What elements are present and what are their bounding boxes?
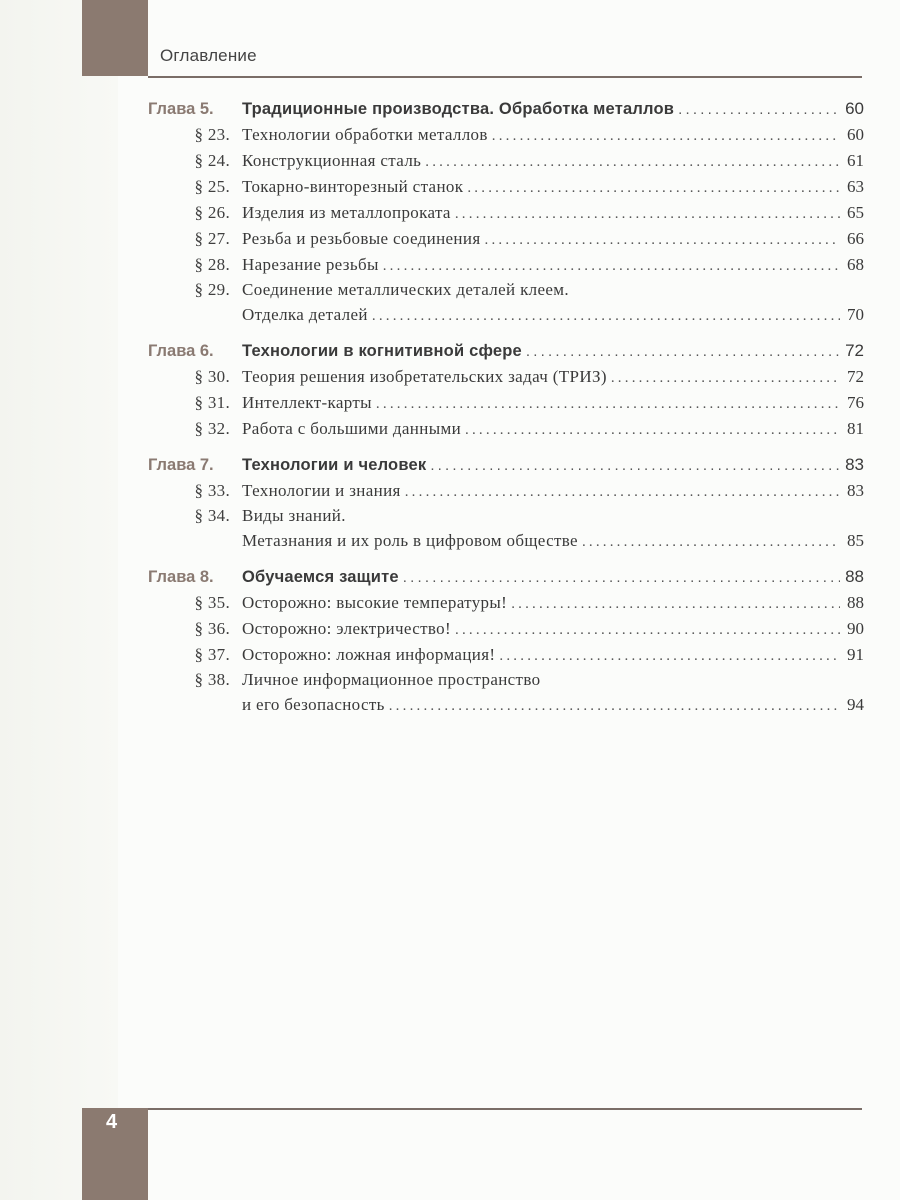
entry-title: Резьба и резьбовые соединения (242, 229, 481, 248)
entry-title: Технологии обработки металлов (242, 125, 488, 144)
toc-section (148, 692, 864, 718)
chapter-label: Глава 8. (148, 568, 214, 586)
toc-section (148, 252, 864, 278)
leader-dots (467, 175, 840, 201)
toc-section (148, 478, 864, 504)
leader-dots (485, 227, 841, 253)
page-ref: 68 (847, 255, 864, 274)
entry-title-line1: Личное информационное пространство (242, 670, 541, 689)
section-number: § 25. (194, 177, 230, 196)
entry-title: Осторожно: ложная информация! (242, 645, 496, 664)
page-ref: 66 (847, 229, 864, 248)
page-ref: 90 (847, 619, 864, 638)
entry-title: Теория решения изобретательских задач (ТРИЗ) (242, 367, 607, 386)
chapter-label: Глава 7. (148, 456, 214, 474)
leader-dots (455, 617, 840, 643)
leader-dots (372, 303, 840, 329)
section-number: § 36. (194, 619, 230, 638)
entry-title: Изделия из металлопроката (242, 203, 451, 222)
leader-dots (582, 529, 840, 555)
toc-chapter (148, 564, 864, 590)
toc-section (148, 364, 864, 390)
leader-dots (511, 591, 840, 617)
entry-title: Традиционные производства. Обработка металлов (242, 100, 675, 118)
entry-title: Токарно-винторезный станок (242, 177, 464, 196)
entry-title: Технологии в когнитивной сфере (242, 342, 522, 360)
page-ref: 83 (845, 455, 864, 474)
toc-section (148, 200, 864, 226)
leader-dots (430, 453, 840, 479)
page-ref: 94 (847, 695, 864, 714)
entry-title-line1: Виды знаний. (242, 506, 346, 525)
page-ref: 70 (847, 305, 864, 324)
section-number: § 33. (194, 481, 230, 500)
entry-title: Осторожно: высокие температуры! (242, 593, 508, 612)
entry-title: Нарезание резьбы (242, 255, 379, 274)
leader-dots (492, 123, 840, 149)
leader-dots (465, 417, 840, 443)
header-tab (82, 0, 148, 76)
toc-section (148, 616, 864, 642)
leader-dots (499, 643, 840, 669)
page-ref: 81 (847, 419, 864, 438)
leader-dots (611, 365, 840, 391)
entry-title: Интеллект-карты (242, 393, 372, 412)
section-number: § 37. (194, 645, 230, 664)
toc-entry-first-line (148, 504, 864, 528)
section-number: § 29. (194, 280, 230, 299)
page-header-title: Оглавление (160, 46, 257, 65)
section-number: § 24. (194, 151, 230, 170)
page-ref: 61 (847, 151, 864, 170)
section-number: § 34. (194, 506, 230, 525)
toc-chapter (148, 96, 864, 122)
page-ref: 60 (845, 99, 864, 118)
entry-title: Отделка деталей (242, 305, 368, 324)
section-number: § 28. (194, 255, 230, 274)
page-ref: 85 (847, 531, 864, 550)
entry-title-line1: Соединение металлических деталей клеем. (242, 280, 570, 299)
page-ref: 63 (847, 177, 864, 196)
entry-title: Технологии и знания (242, 481, 401, 500)
page-number: 4 (106, 1111, 118, 1133)
leader-dots (403, 565, 840, 591)
section-number: § 35. (194, 593, 230, 612)
entry-title: Технологии и человек (242, 456, 427, 474)
leader-dots (376, 391, 840, 417)
chapter-label: Глава 6. (148, 342, 214, 360)
toc-section (148, 642, 864, 668)
toc-section (148, 416, 864, 442)
header-rule (148, 76, 862, 78)
toc-chapter (148, 452, 864, 478)
toc-section (148, 590, 864, 616)
toc-entry-first-line (148, 668, 864, 692)
section-number: § 27. (194, 229, 230, 248)
footer-rule (148, 1108, 862, 1110)
toc-section (148, 226, 864, 252)
toc-section (148, 148, 864, 174)
leader-dots (678, 97, 840, 123)
toc-entry-first-line (148, 278, 864, 302)
leader-dots (455, 201, 840, 227)
chapter-label: Глава 5. (148, 100, 214, 118)
section-number: § 30. (194, 367, 230, 386)
section-number: § 38. (194, 670, 230, 689)
page-ref: 83 (847, 481, 864, 500)
leader-dots (405, 479, 840, 505)
table-of-contents (148, 96, 864, 718)
entry-title: и его безопасность (242, 695, 385, 714)
page-ref: 72 (845, 341, 864, 360)
leader-dots (425, 149, 840, 175)
section-number: § 23. (194, 125, 230, 144)
toc-section (148, 390, 864, 416)
toc-section (148, 174, 864, 200)
page-ref: 72 (847, 367, 864, 386)
leader-dots (389, 693, 840, 719)
page-ref: 76 (847, 393, 864, 412)
entry-title: Обучаемся защите (242, 568, 399, 586)
toc-chapter (148, 338, 864, 364)
page-ref: 88 (847, 593, 864, 612)
section-number: § 32. (194, 419, 230, 438)
page-ref: 65 (847, 203, 864, 222)
toc-section (148, 122, 864, 148)
leader-dots (383, 253, 840, 279)
entry-title: Работа с большими данными (242, 419, 462, 438)
page-left-margin (0, 0, 118, 1200)
section-number: § 31. (194, 393, 230, 412)
page-ref: 60 (847, 125, 864, 144)
toc-section (148, 302, 864, 328)
leader-dots (526, 339, 840, 365)
entry-title: Метазнания и их роль в цифровом обществе (242, 531, 578, 550)
toc-section (148, 528, 864, 554)
section-number: § 26. (194, 203, 230, 222)
entry-title: Осторожно: электричество! (242, 619, 452, 638)
entry-title: Конструкционная сталь (242, 151, 422, 170)
page-ref: 88 (845, 567, 864, 586)
page-ref: 91 (847, 645, 864, 664)
